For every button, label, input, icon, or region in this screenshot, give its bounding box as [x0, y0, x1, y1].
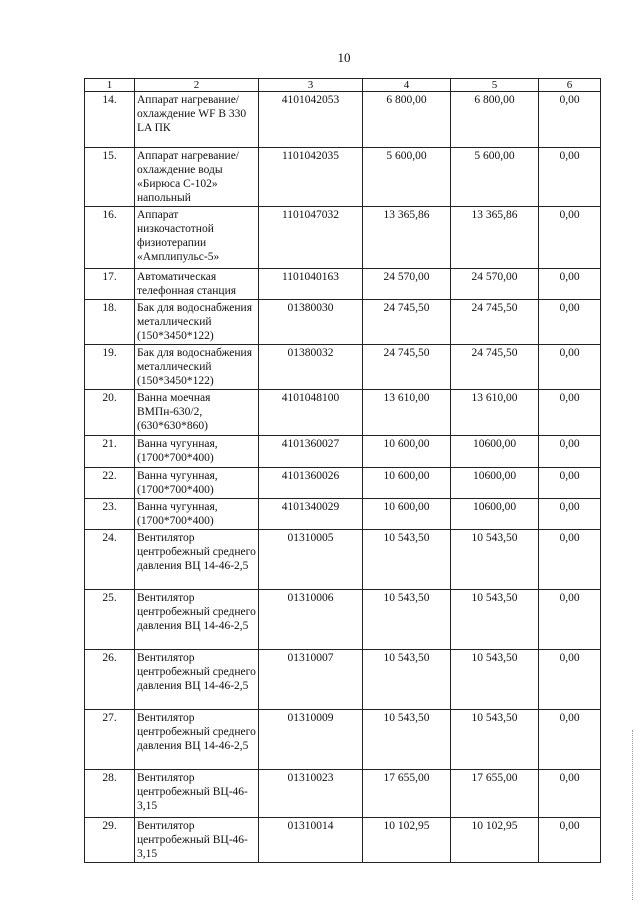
table-row [85, 269, 601, 300]
inventory-number: 01310009 [259, 710, 363, 770]
inventory-number: 4101042053 [259, 92, 363, 148]
item-name: Бак для водоснабжения металлический (150*3450*122) [135, 300, 259, 345]
value-col-5: 10 543,50 [451, 710, 539, 770]
value-col-4: 10 102,95 [363, 818, 451, 863]
item-name: Вентилятор центробежный среднего давления ВЦ 14-46-2,5 [135, 530, 259, 590]
item-name: Аппарат нагревание/ охлаждение WF B 330 LA ПК [135, 92, 259, 148]
header-cell: 1 [85, 79, 135, 92]
value-col-5: 10600,00 [451, 436, 539, 468]
item-name: Ванна чугунная, (1700*700*400) [135, 436, 259, 468]
value-col-6: 0,00 [539, 148, 601, 207]
value-col-5: 17 655,00 [451, 770, 539, 818]
table-row [85, 650, 601, 710]
value-col-6: 0,00 [539, 92, 601, 148]
item-name: Вентилятор центробежный среднего давления ВЦ 14-46-2,5 [135, 710, 259, 770]
item-name: Ванна чугунная, (1700*700*400) [135, 468, 259, 499]
item-name: Аппарат низкочастотной физиотерапии «Амплипульс-5» [135, 207, 259, 269]
value-col-4: 24 745,50 [363, 345, 451, 390]
table-row [85, 390, 601, 436]
value-col-4: 6 800,00 [363, 92, 451, 148]
row-number: 16. [85, 207, 135, 269]
value-col-6: 0,00 [539, 345, 601, 390]
value-col-5: 10 543,50 [451, 530, 539, 590]
item-name: Вентилятор центробежный ВЦ-46-3,15 [135, 818, 259, 863]
value-col-6: 0,00 [539, 710, 601, 770]
item-name: Вентилятор центробежный среднего давления ВЦ 14-46-2,5 [135, 590, 259, 650]
row-number: 29. [85, 818, 135, 863]
value-col-6: 0,00 [539, 590, 601, 650]
inventory-number: 1101040163 [259, 269, 363, 300]
value-col-5: 24 745,50 [451, 345, 539, 390]
item-name: Вентилятор центробежный среднего давления ВЦ 14-46-2,5 [135, 650, 259, 710]
inventory-number: 4101360026 [259, 468, 363, 499]
value-col-6: 0,00 [539, 468, 601, 499]
inventory-number: 4101048100 [259, 390, 363, 436]
row-number: 28. [85, 770, 135, 818]
header-cell: 2 [135, 79, 259, 92]
value-col-4: 17 655,00 [363, 770, 451, 818]
inventory-number: 1101042035 [259, 148, 363, 207]
row-number: 14. [85, 92, 135, 148]
value-col-5: 5 600,00 [451, 148, 539, 207]
table-row [85, 468, 601, 499]
item-name: Аппарат нагревание/ охлаждение воды «Бирюса С-102» напольный [135, 148, 259, 207]
value-col-5: 24 745,50 [451, 300, 539, 345]
row-number: 20. [85, 390, 135, 436]
value-col-4: 10 600,00 [363, 468, 451, 499]
value-col-4: 5 600,00 [363, 148, 451, 207]
value-col-6: 0,00 [539, 650, 601, 710]
value-col-5: 10 102,95 [451, 818, 539, 863]
header-cell: 4 [363, 79, 451, 92]
value-col-6: 0,00 [539, 436, 601, 468]
value-col-4: 24 745,50 [363, 300, 451, 345]
value-col-4: 10 543,50 [363, 710, 451, 770]
item-name: Автоматическая телефонная станция [135, 269, 259, 300]
value-col-4: 13 610,00 [363, 390, 451, 436]
value-col-5: 10600,00 [451, 468, 539, 499]
value-col-6: 0,00 [539, 390, 601, 436]
value-col-5: 6 800,00 [451, 92, 539, 148]
table-row [85, 207, 601, 269]
value-col-6: 0,00 [539, 530, 601, 590]
value-col-4: 13 365,86 [363, 207, 451, 269]
inventory-table [84, 78, 601, 863]
value-col-5: 13 365,86 [451, 207, 539, 269]
value-col-4: 10 600,00 [363, 436, 451, 468]
row-number: 18. [85, 300, 135, 345]
value-col-6: 0,00 [539, 207, 601, 269]
table-row [85, 436, 601, 468]
table-row [85, 770, 601, 818]
inventory-number: 01380032 [259, 345, 363, 390]
edge-mark [632, 730, 636, 900]
table-row [85, 300, 601, 345]
inventory-number: 01310023 [259, 770, 363, 818]
row-number: 26. [85, 650, 135, 710]
row-number: 23. [85, 499, 135, 530]
inventory-number: 01380030 [259, 300, 363, 345]
inventory-number: 01310005 [259, 530, 363, 590]
item-name: Ванна чугунная, (1700*700*400) [135, 499, 259, 530]
item-name: Вентилятор центробежный ВЦ-46-3,15 [135, 770, 259, 818]
table-row [85, 499, 601, 530]
row-number: 21. [85, 436, 135, 468]
row-number: 19. [85, 345, 135, 390]
inventory-number: 01310014 [259, 818, 363, 863]
inventory-number: 01310007 [259, 650, 363, 710]
table-row [85, 710, 601, 770]
table-header-row [85, 79, 601, 92]
row-number: 24. [85, 530, 135, 590]
value-col-4: 10 543,50 [363, 530, 451, 590]
row-number: 25. [85, 590, 135, 650]
header-cell: 3 [259, 79, 363, 92]
value-col-4: 10 600,00 [363, 499, 451, 530]
item-name: Ванна моечная ВМПн-630/2, (630*630*860) [135, 390, 259, 436]
row-number: 27. [85, 710, 135, 770]
row-number: 15. [85, 148, 135, 207]
table-row [85, 530, 601, 590]
inventory-number: 01310006 [259, 590, 363, 650]
table-row [85, 148, 601, 207]
table-row [85, 590, 601, 650]
header-cell: 6 [539, 79, 601, 92]
value-col-5: 13 610,00 [451, 390, 539, 436]
inventory-number: 4101340029 [259, 499, 363, 530]
value-col-6: 0,00 [539, 300, 601, 345]
row-number: 22. [85, 468, 135, 499]
value-col-5: 24 570,00 [451, 269, 539, 300]
value-col-4: 10 543,50 [363, 590, 451, 650]
inventory-number: 4101360027 [259, 436, 363, 468]
value-col-6: 0,00 [539, 770, 601, 818]
value-col-5: 10 543,50 [451, 650, 539, 710]
value-col-6: 0,00 [539, 818, 601, 863]
value-col-5: 10 543,50 [451, 590, 539, 650]
table-row [85, 345, 601, 390]
inventory-number: 1101047032 [259, 207, 363, 269]
row-number: 17. [85, 269, 135, 300]
value-col-4: 10 543,50 [363, 650, 451, 710]
page-number: 10 [337, 50, 351, 65]
item-name: Бак для водоснабжения металлический (150*3450*122) [135, 345, 259, 390]
value-col-5: 10600,00 [451, 499, 539, 530]
table-row [85, 818, 601, 863]
value-col-6: 0,00 [539, 499, 601, 530]
header-cell: 5 [451, 79, 539, 92]
table-row [85, 92, 601, 148]
value-col-4: 24 570,00 [363, 269, 451, 300]
value-col-6: 0,00 [539, 269, 601, 300]
